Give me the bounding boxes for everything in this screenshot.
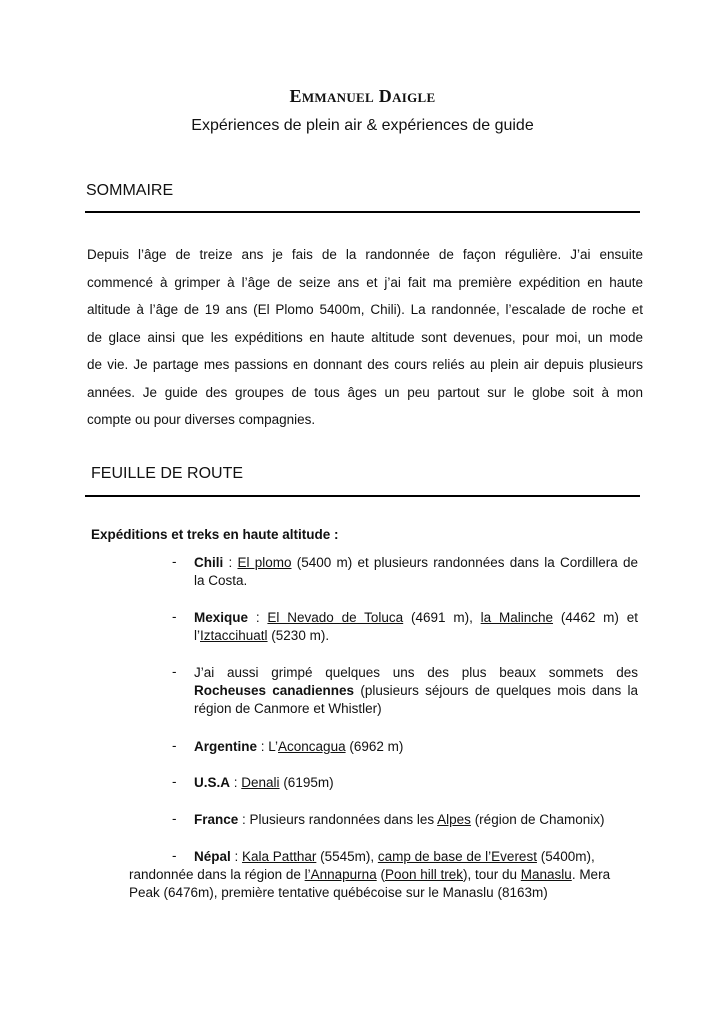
country-label: Népal <box>194 849 231 864</box>
summary-line: de glace ainsi que les expéditions en haute altitude sont devenues, pour moi, un mode <box>87 329 643 345</box>
peak-link: Alpes <box>437 812 471 827</box>
list-bullet: - <box>172 811 177 826</box>
summary-heading: SOMMAIRE <box>86 182 174 199</box>
list-item-argentina: Argentine : L’Aconcagua (6962 m) <box>194 739 404 754</box>
country-label: Argentine <box>194 739 258 754</box>
peak-link: Denali <box>241 775 280 790</box>
summary-line: de vie. Je partage mes passions en donnant des cours reliés au plein air depuis plusieurs <box>87 357 643 372</box>
country-label: U.S.A <box>194 775 231 790</box>
list-bullet: - <box>172 554 177 569</box>
peak-link: Kala Patthar <box>242 849 317 864</box>
country-label: Chili <box>194 555 224 570</box>
country-label: Mexique <box>194 610 249 625</box>
peak-link: El Nevado de Toluca <box>267 610 404 625</box>
list-bullet: - <box>172 738 177 753</box>
summary-paragraph <box>87 241 643 434</box>
peak-link: l’Annapurna <box>304 867 377 882</box>
country-label: France <box>194 812 239 827</box>
peak-link: camp de base de l’Everest <box>377 849 537 864</box>
list-item-rockies: J’ai aussi grimpé quelques uns des plus beaux sommets des Rocheuses canadiennes (plusieurs séjours de quelques mois dans la région de Canmore et Whistler) <box>194 665 638 716</box>
list-bullet: - <box>172 774 177 789</box>
summary-divider <box>85 211 640 213</box>
peak-link: Iztaccihuatl <box>200 628 268 643</box>
peak-link: Aconcagua <box>278 739 346 754</box>
expeditions-subheading: Expéditions et treks en haute altitude : <box>91 527 339 542</box>
list-bullet: - <box>172 848 177 863</box>
document-title: Emmanuel Daigle <box>289 86 436 106</box>
summary-line: années. Je guide des groupes de tous âges un peu partout sur le globe soit à mon <box>87 384 643 400</box>
roadmap-heading: FEUILLE DE ROUTE <box>91 465 244 482</box>
list-bullet: - <box>172 664 177 679</box>
peak-link: Manaslu <box>520 867 572 882</box>
list-item-usa: U.S.A : Denali (6195m) <box>194 775 334 790</box>
summary-line: commencé à grimper à l’âge de seize ans et j’ai fait ma première expédition en haute <box>87 274 643 290</box>
summary-line: Depuis l’âge de treize ans je fais de la randonnée de façon régulière. J’ai ensuite <box>87 247 643 262</box>
document-subtitle: Expériences de plein air & expériences de guide <box>191 117 534 134</box>
list-item-nepal-line1: Népal : Kala Patthar (5545m), camp de base de l’Everest (5400m), <box>194 849 595 864</box>
roadmap-divider <box>85 495 640 497</box>
list-item-nepal-continued: randonnée dans la région de l’Annapurna (Poon hill trek), tour du Manaslu. Mera Peak (6476m), première tentative québécoise sur le Manaslu (8163m) <box>129 867 611 900</box>
list-item-chile: Chili : El plomo (5400 m) et plusieurs randonnées dans la Cordillera de la Costa. <box>194 555 638 588</box>
list-item-mexico: Mexique : El Nevado de Toluca (4691 m), la Malinche (4462 m) et l’Iztaccihuatl (5230 m). <box>194 610 638 643</box>
list-item-france: France : Plusieurs randonnées dans les Alpes (région de Chamonix) <box>194 812 605 827</box>
peak-link: la Malinche <box>480 610 554 625</box>
peak-link: El plomo <box>237 555 292 570</box>
region-label: Rocheuses canadiennes <box>194 683 355 698</box>
list-bullet: - <box>172 609 177 624</box>
summary-line: altitude à l’âge de 19 ans (El Plomo 5400m, Chili). La randonnée, l’escalade de roche et <box>87 302 643 317</box>
peak-link: Poon hill trek <box>384 867 463 882</box>
summary-line: compte ou pour diverses compagnies. <box>87 412 316 427</box>
